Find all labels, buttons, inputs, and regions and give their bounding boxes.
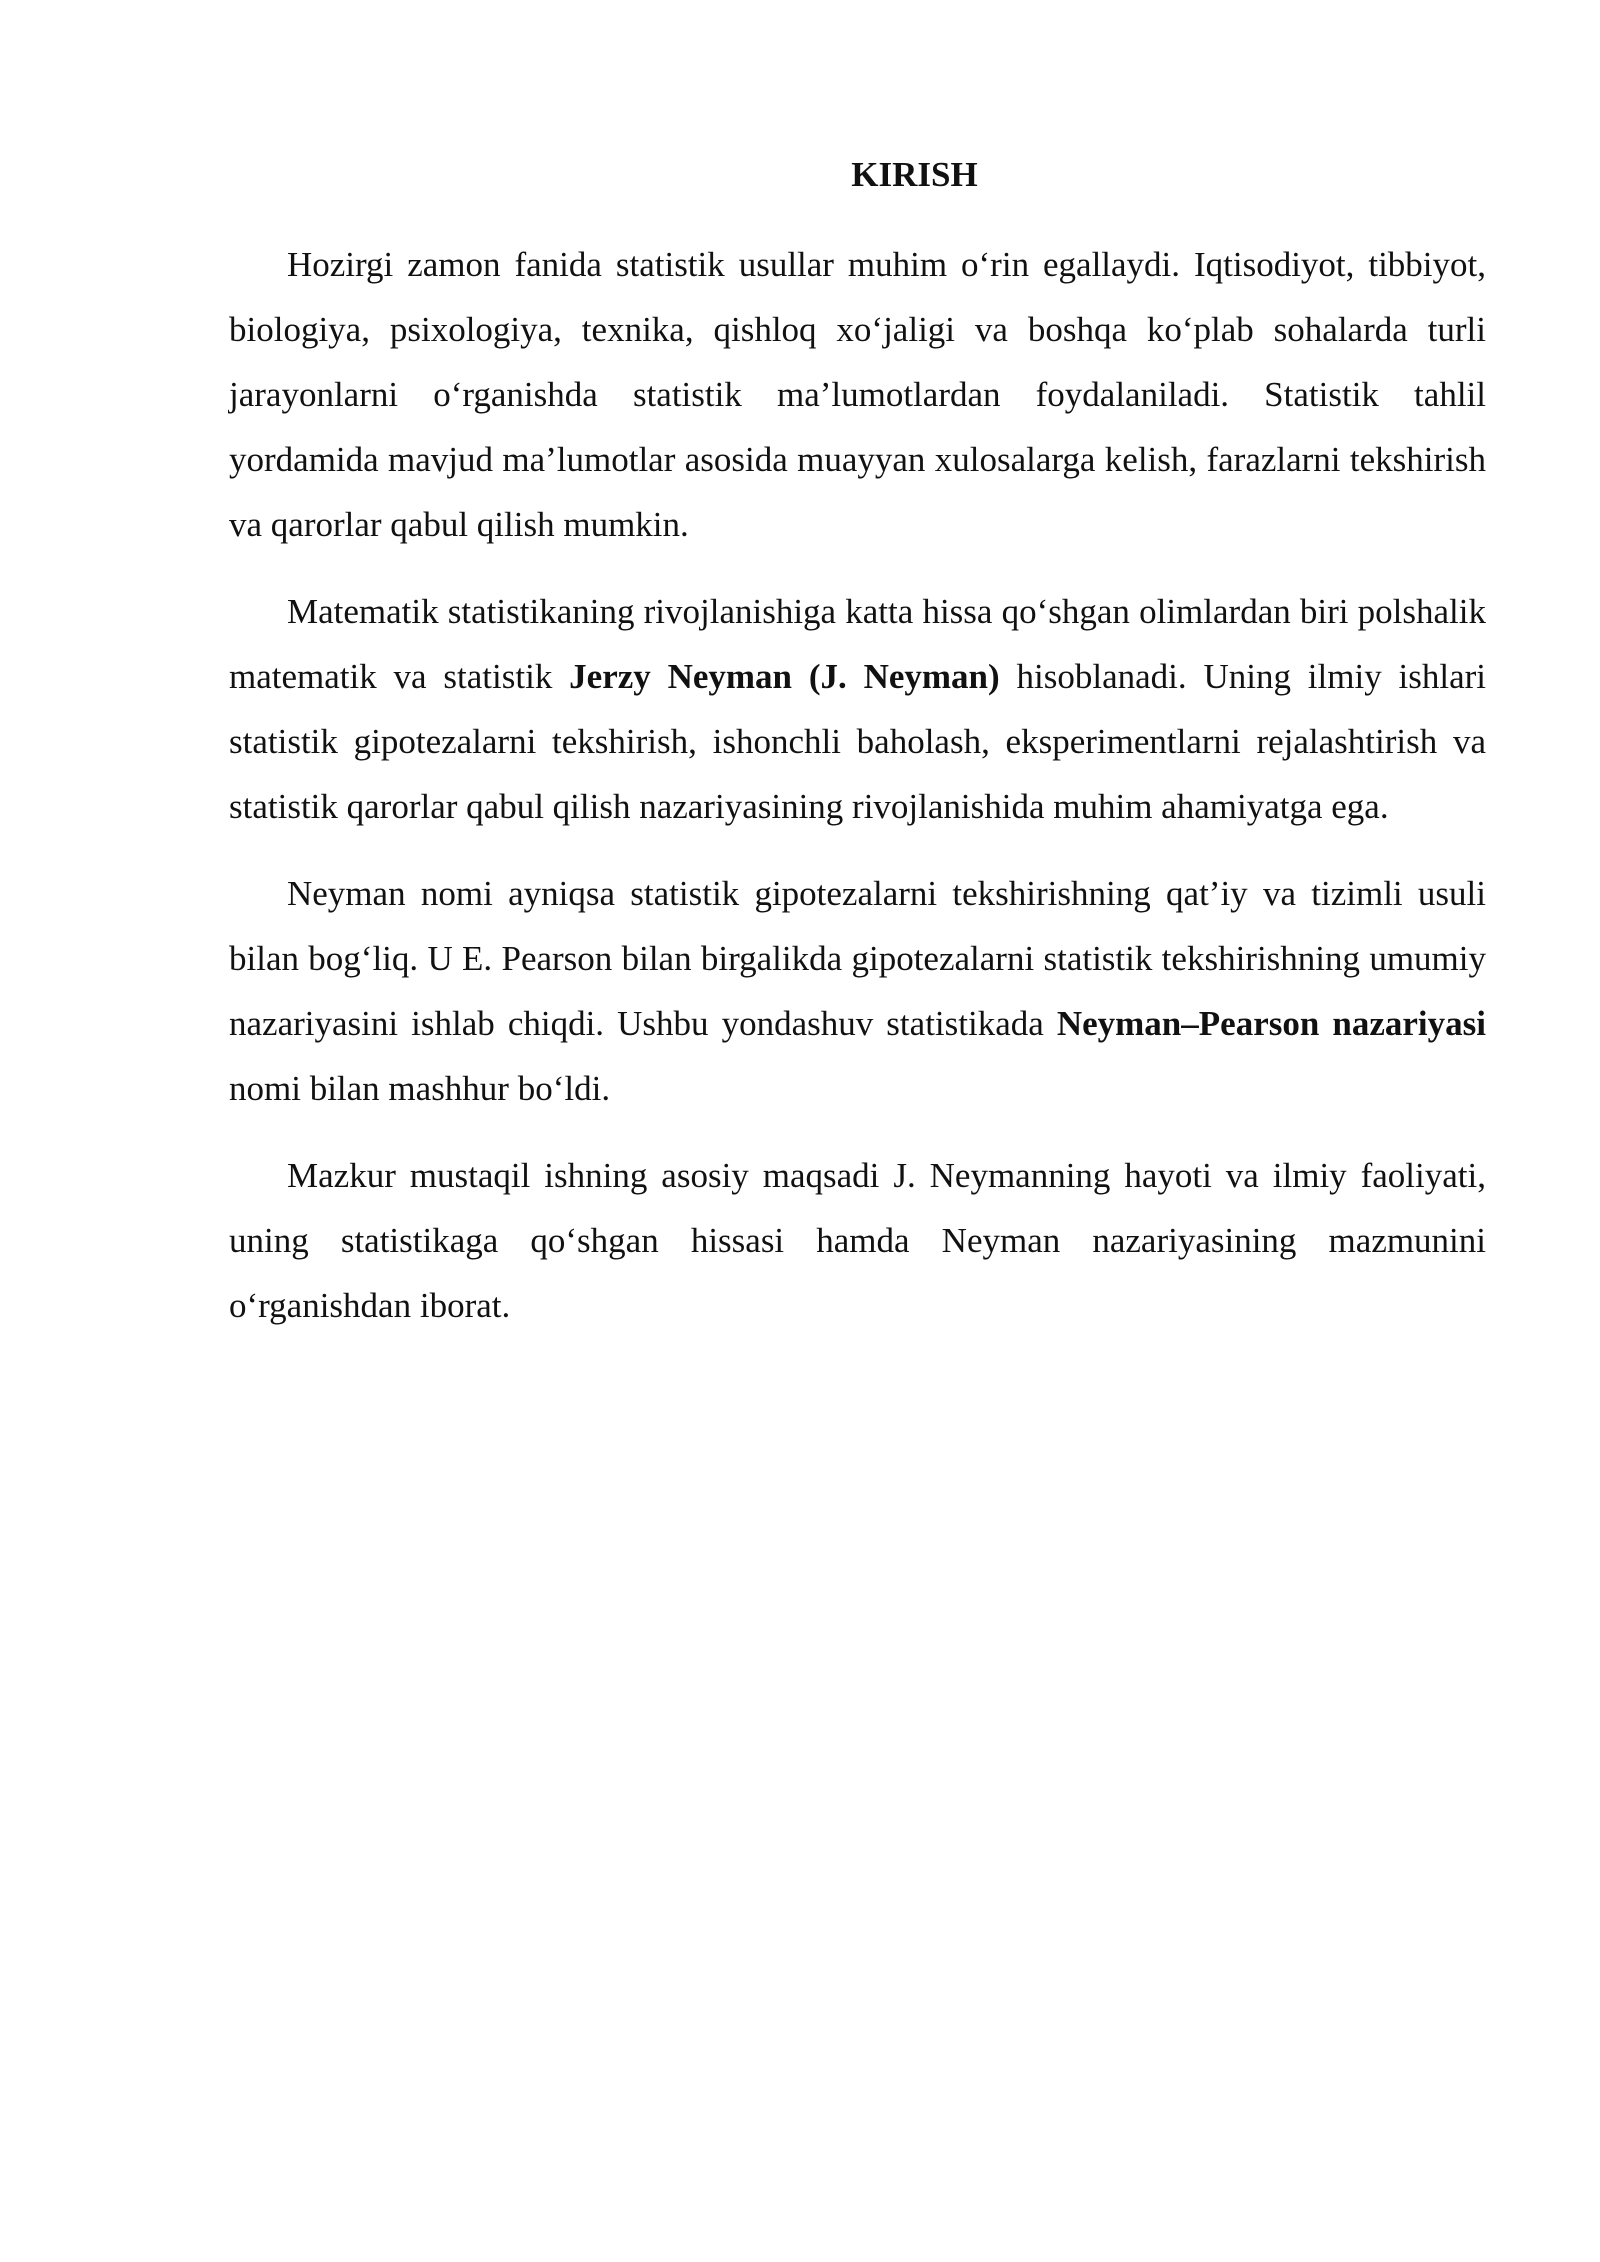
document-body xyxy=(229,148,1486,1360)
paragraph-text: nomi bilan mashhur bo‘ldi. xyxy=(229,1069,611,1108)
bold-name-jerzy-neyman: Jerzy Neyman (J. Neyman) xyxy=(569,657,1000,696)
section-heading: KIRISH xyxy=(851,155,978,194)
paragraph-text: Hozirgi zamon fanida statistik usullar muhim o‘rin egallaydi. Iqtisodiyot, tibbiyot, biologiya, psixologiya, texnika, qishloq xo‘jaligi va boshqa ko‘plab sohalarda turli jarayonlarni o‘rganishda statistik ma’lumotlardan foydalaniladi. Statistik tahlil yordamida mavjud ma’lumotlar asosida muayyan xulosalarga kelish, farazlarni tekshirish va qarorlar qabul qilish mumkin. xyxy=(229,245,1486,544)
paragraph-text: Mazkur mustaqil ishning asosiy maqsadi J. Neymanning hayoti va ilmiy faoliyati, uning statistikaga qo‘shgan hissasi hamda Neyman nazariyasining mazmunini o‘rganishdan iborat. xyxy=(229,1156,1486,1325)
paragraph-2 xyxy=(229,579,1486,839)
paragraph-text: hisoblanadi. Uning ilmiy ishlari statistik gipotezalarni tekshirish, ishonchli baholash, eksperimentlarni rejalashtirish va statistik qarorlar qabul qilish nazariyasining rivojlanishida muhim ahamiyatga ega. xyxy=(229,657,1487,826)
paragraph-text: Matematik statistikaning rivojlanishiga katta hissa qo‘shgan olimlardan biri polshalik matematik va statistik xyxy=(229,592,1486,696)
paragraph-text: Neyman nomi ayniqsa statistik gipotezalarni tekshirishning qat’iy va tizimli usuli bilan bog‘liq. U E. Pearson bilan birgalikda gipotezalarni statistik tekshirishning umumiy nazariyasini ishlab chiqdi. Ushbu yondashuv statistikada xyxy=(229,874,1486,1043)
paragraph-4 xyxy=(229,1143,1486,1338)
paragraph-1 xyxy=(229,232,1486,557)
bold-term-neyman-pearson: Neyman–Pearson nazariyasi xyxy=(1056,1004,1486,1043)
paragraph-3 xyxy=(229,861,1486,1121)
